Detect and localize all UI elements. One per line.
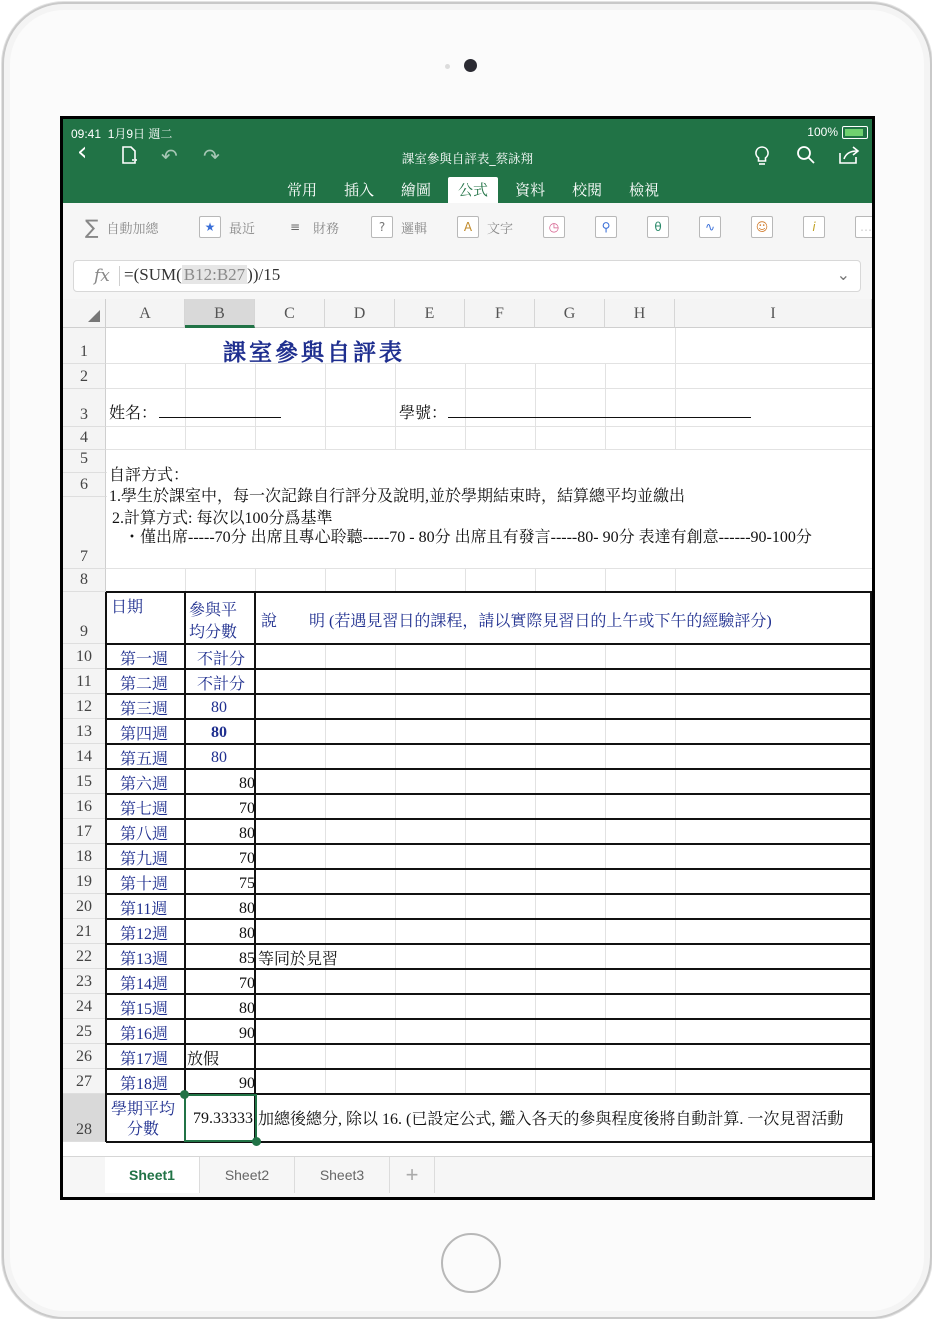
week-label[interactable]: 第八週 (120, 826, 169, 843)
row-number: 24 (76, 998, 92, 1015)
more-icon: … (855, 216, 872, 238)
score-cell[interactable]: 80 (211, 749, 227, 766)
row-header-1[interactable] (63, 328, 106, 364)
name-label: 姓名： (109, 405, 158, 422)
person-icon: ☺ (751, 216, 773, 238)
score-cell[interactable]: 80 (239, 900, 255, 917)
score-cell[interactable]: 70 (239, 975, 255, 992)
lookup-functions-button[interactable] (595, 216, 625, 238)
score-cell[interactable]: 放假 (187, 1051, 220, 1068)
table-border-horizontal (106, 718, 872, 720)
sigma-icon: ∑ (85, 215, 99, 239)
engineering-functions-button[interactable] (751, 216, 781, 238)
math-functions-button[interactable] (647, 216, 677, 238)
row-number: 5 (80, 450, 88, 467)
row-number: 11 (76, 673, 92, 690)
table-border-horizontal (106, 943, 872, 945)
app-header (63, 119, 872, 203)
chart-line-icon: ∿ (699, 216, 721, 238)
table-border-horizontal (106, 818, 872, 820)
tab-data[interactable]: 資料 (515, 181, 546, 199)
row-number: 6 (80, 476, 88, 493)
sheet-tab-1[interactable]: Sheet1 (105, 1157, 200, 1193)
row-header-9[interactable] (63, 592, 106, 644)
tab-view[interactable]: 檢視 (629, 181, 660, 199)
row-number: 23 (76, 973, 92, 990)
week-label[interactable]: 第18週 (120, 1076, 169, 1093)
week-label[interactable]: 第四週 (120, 726, 169, 743)
avg-value-cell[interactable]: 79.33333 (193, 1110, 253, 1127)
statistical-functions-button[interactable] (699, 216, 729, 238)
column-header-b[interactable]: B (185, 299, 255, 328)
tab-formulas[interactable]: 公式 (448, 177, 498, 203)
selection-handle-top-left[interactable] (180, 1090, 189, 1099)
clock-icon: ◷ (543, 216, 565, 238)
spreadsheet-grid[interactable] (63, 299, 872, 1156)
row-number: 21 (76, 923, 92, 940)
share-icon[interactable] (838, 145, 860, 169)
row-header-16[interactable] (63, 794, 106, 819)
tab-home[interactable]: 常用 (287, 181, 318, 199)
avg-label-line-2: 分數 (127, 1121, 160, 1138)
row-header-19[interactable] (63, 869, 106, 894)
row-header-20[interactable] (63, 894, 106, 919)
undo-icon[interactable]: ↶ (161, 144, 178, 168)
ribbon-tabs (277, 177, 676, 203)
table-border-horizontal (106, 591, 872, 593)
table-border-horizontal (106, 743, 872, 745)
row-header-28[interactable] (63, 1094, 106, 1142)
table-border-vertical (184, 592, 186, 1142)
redo-icon[interactable]: ↷ (203, 144, 220, 168)
coins-icon: ≡ (289, 220, 301, 234)
table-border-horizontal (106, 893, 872, 895)
front-camera (464, 59, 477, 72)
text-a-icon: A (457, 216, 479, 238)
status-battery-label: 100% (807, 125, 838, 139)
sheet-tab-3[interactable]: Sheet3 (295, 1157, 390, 1193)
sheet-title: 課室參與自評表 (223, 340, 405, 365)
week-label[interactable]: 第二週 (120, 676, 169, 693)
header-description: 說 明 (若遇見習日的課程，請以實際見習日的上午或下午的經驗評分) (261, 613, 772, 630)
row-header-25[interactable] (63, 1019, 106, 1044)
screen (60, 116, 875, 1200)
tab-insert[interactable]: 插入 (344, 181, 375, 199)
recent-functions-button[interactable]: ★ 最近 (199, 216, 255, 238)
column-header-d[interactable]: D (325, 299, 395, 328)
question-icon: ? (371, 216, 393, 238)
gridline-horizontal (106, 363, 872, 364)
method-title: 自評方式： (109, 467, 190, 484)
table-border-horizontal (106, 968, 872, 970)
method-line-3: ・僅出席-----70分 出席且專心聆聽-----70 - 80分 出席且有發言-----80- 90分 表達有創意------90-100分 (124, 529, 812, 546)
autosum-button[interactable]: ∑ 自動加總 (85, 215, 159, 239)
week-label[interactable]: 第11週 (120, 901, 168, 918)
week-label[interactable]: 第12週 (120, 926, 169, 943)
score-cell[interactable]: 85 (239, 950, 255, 967)
row-header-12[interactable] (63, 694, 106, 719)
row-header-10[interactable] (63, 644, 106, 669)
row-header-21[interactable] (63, 919, 106, 944)
info-icon: i (803, 216, 825, 238)
week-label[interactable]: 第五週 (120, 751, 169, 768)
row-number: 3 (80, 406, 88, 423)
row-number: 10 (76, 648, 92, 665)
score-cell[interactable]: 75 (239, 875, 255, 892)
back-icon[interactable]: ‹ (77, 137, 88, 167)
row-number: 2 (80, 368, 88, 385)
score-cell[interactable]: 90 (239, 1025, 255, 1042)
star-icon: ★ (199, 216, 221, 238)
search-icon[interactable] (796, 145, 816, 169)
avg-label-line-1: 學期平均 (111, 1101, 176, 1118)
avg-note-cell-text: 加總後總分, 除以 16. (已設定公式, 鑑入各天的參與程度後將自動計算. 一次見習活動 (258, 1111, 844, 1128)
row-number: 14 (76, 748, 92, 765)
light-sensor (445, 64, 450, 69)
row-header-22[interactable] (63, 944, 106, 969)
score-cell[interactable]: 80 (239, 1000, 255, 1017)
table-border-horizontal (106, 1018, 872, 1020)
add-sheet-button[interactable]: + (390, 1157, 435, 1193)
column-header-g[interactable]: G (535, 299, 605, 328)
formulas-ribbon (63, 203, 872, 252)
column-header-a[interactable]: A (106, 299, 185, 328)
table-border-horizontal (106, 1068, 872, 1070)
row-header-7[interactable] (63, 497, 106, 569)
table-border-horizontal (106, 918, 872, 920)
row-number: 27 (76, 1073, 92, 1090)
score-cell[interactable]: 70 (239, 850, 255, 867)
row-header-3[interactable] (63, 389, 106, 427)
theta-icon: θ (647, 216, 669, 238)
week-label[interactable]: 第十週 (120, 876, 169, 893)
row-number: 8 (80, 571, 88, 588)
table-border-horizontal (106, 793, 872, 795)
row-number: 25 (76, 1023, 92, 1040)
formula-bar (63, 251, 872, 299)
table-border-horizontal (106, 1043, 872, 1045)
column-header-e[interactable]: E (395, 299, 465, 328)
row-number: 15 (76, 773, 92, 790)
row-header-23[interactable] (63, 969, 106, 994)
score-cell[interactable]: 80 (239, 925, 255, 942)
score-cell[interactable]: 70 (239, 800, 255, 817)
more-functions-button[interactable] (855, 216, 872, 238)
week-label[interactable]: 第14週 (120, 976, 169, 993)
row-header-2[interactable] (63, 364, 106, 389)
text-functions-button[interactable]: A 文字 (457, 216, 513, 238)
gridline-horizontal (106, 388, 872, 389)
row-header-11[interactable] (63, 669, 106, 694)
row-number: 28 (76, 1121, 92, 1138)
row-number: 16 (76, 798, 92, 815)
document-title[interactable]: 課室參與自評表_蔡詠翔 (401, 151, 534, 166)
battery-icon (842, 126, 868, 139)
score-cell[interactable]: 不計分 (197, 676, 246, 693)
table-border-horizontal (106, 768, 872, 770)
row-header-15[interactable] (63, 769, 106, 794)
row-header-4[interactable] (63, 427, 106, 450)
note-cell[interactable]: 等同於見習 (258, 951, 339, 968)
table-border-horizontal (106, 868, 872, 870)
formula-reference: B12:B27 (183, 265, 246, 284)
column-header-i[interactable]: I (675, 299, 872, 328)
score-cell[interactable]: 80 (211, 699, 227, 716)
sheet-tab-2[interactable]: Sheet2 (200, 1157, 295, 1193)
row-header-6[interactable] (63, 473, 106, 497)
logical-functions-button[interactable]: ? 邏輯 (371, 216, 427, 238)
week-label[interactable]: 第15週 (120, 1001, 169, 1018)
financial-functions-button[interactable]: ≡ 財務 (285, 216, 339, 238)
gridline-horizontal (106, 568, 872, 569)
row-number: 22 (76, 948, 92, 965)
row-number: 12 (76, 698, 92, 715)
row-number: 13 (76, 723, 92, 740)
score-cell[interactable]: 不計分 (197, 651, 246, 668)
magnifier-icon: ⚲ (595, 216, 617, 238)
table-border-horizontal (106, 643, 872, 645)
formula-input[interactable] (73, 260, 861, 292)
week-label[interactable]: 第13週 (120, 951, 169, 968)
row-header-27[interactable] (63, 1069, 106, 1094)
formula-text: =(SUM( B12:B27 ))/15 (124, 265, 281, 284)
row-number: 26 (76, 1048, 92, 1065)
chevron-down-icon[interactable]: ⌄ (836, 265, 850, 284)
row-number: 20 (76, 898, 92, 915)
row-header-14[interactable] (63, 744, 106, 769)
method-line-2: 2.計算方式: 每次以100分爲基準 (112, 510, 333, 527)
gridline-horizontal (106, 426, 872, 427)
name-underline (159, 417, 281, 418)
row-number: 7 (80, 548, 88, 565)
week-label[interactable]: 第17週 (120, 1051, 169, 1068)
fx-icon: fx (94, 266, 110, 286)
table-border-horizontal (106, 993, 872, 995)
row-header-17[interactable] (63, 819, 106, 844)
week-label[interactable]: 第三週 (120, 701, 169, 718)
row-number: 1 (80, 343, 88, 360)
id-label: 學號： (399, 405, 448, 422)
score-cell[interactable]: 80 (239, 825, 255, 842)
row-number: 17 (76, 823, 92, 840)
sheet-tab-bar (63, 1156, 872, 1197)
score-cell[interactable]: 80 (211, 724, 227, 741)
row-header-8[interactable] (63, 569, 106, 592)
home-button[interactable] (441, 1233, 501, 1293)
column-header-f[interactable]: F (465, 299, 535, 328)
datetime-functions-button[interactable] (543, 216, 573, 238)
table-border-horizontal (106, 843, 872, 845)
method-line-1: 1.學生於課室中，每一次記錄自行評分及說明,並於學期結束時，結算總平均並繳出 (109, 488, 686, 505)
column-header-c[interactable]: C (255, 299, 325, 328)
header-date: 日期 (111, 599, 144, 616)
cell-selection-box[interactable] (184, 1094, 257, 1142)
tab-review[interactable]: 校閱 (572, 181, 603, 199)
tab-draw[interactable]: 繪圖 (401, 181, 432, 199)
selection-handle-bottom-right[interactable] (252, 1137, 261, 1146)
select-all-corner[interactable] (63, 299, 106, 328)
week-label[interactable]: 第一週 (120, 651, 169, 668)
row-number: 9 (80, 623, 88, 640)
row-header-24[interactable] (63, 994, 106, 1019)
header-score-line-1: 參與平 (189, 602, 238, 619)
table-border-vertical (105, 592, 107, 1142)
row-header-5[interactable] (63, 450, 106, 473)
score-cell[interactable]: 80 (239, 775, 255, 792)
column-header-h[interactable]: H (605, 299, 675, 328)
info-functions-button[interactable] (803, 216, 833, 238)
week-label[interactable]: 第六週 (120, 776, 169, 793)
status-time-date: 09:41 1月9日 週二 (71, 127, 173, 141)
week-label[interactable]: 第16週 (120, 1026, 169, 1043)
lightbulb-icon[interactable] (753, 145, 771, 171)
row-header-26[interactable] (63, 1044, 106, 1069)
row-header-13[interactable] (63, 719, 106, 744)
row-number: 19 (76, 873, 92, 890)
id-underline (448, 417, 751, 418)
header-score-line-2: 均分數 (189, 624, 238, 641)
row-header-18[interactable] (63, 844, 106, 869)
table-border-vertical (870, 592, 872, 1142)
week-label[interactable]: 第九週 (120, 851, 169, 868)
week-label[interactable]: 第七週 (120, 801, 169, 818)
row-number: 4 (80, 429, 88, 446)
score-cell[interactable]: 90 (239, 1075, 255, 1092)
formula-separator (119, 266, 120, 286)
row-number: 18 (76, 848, 92, 865)
